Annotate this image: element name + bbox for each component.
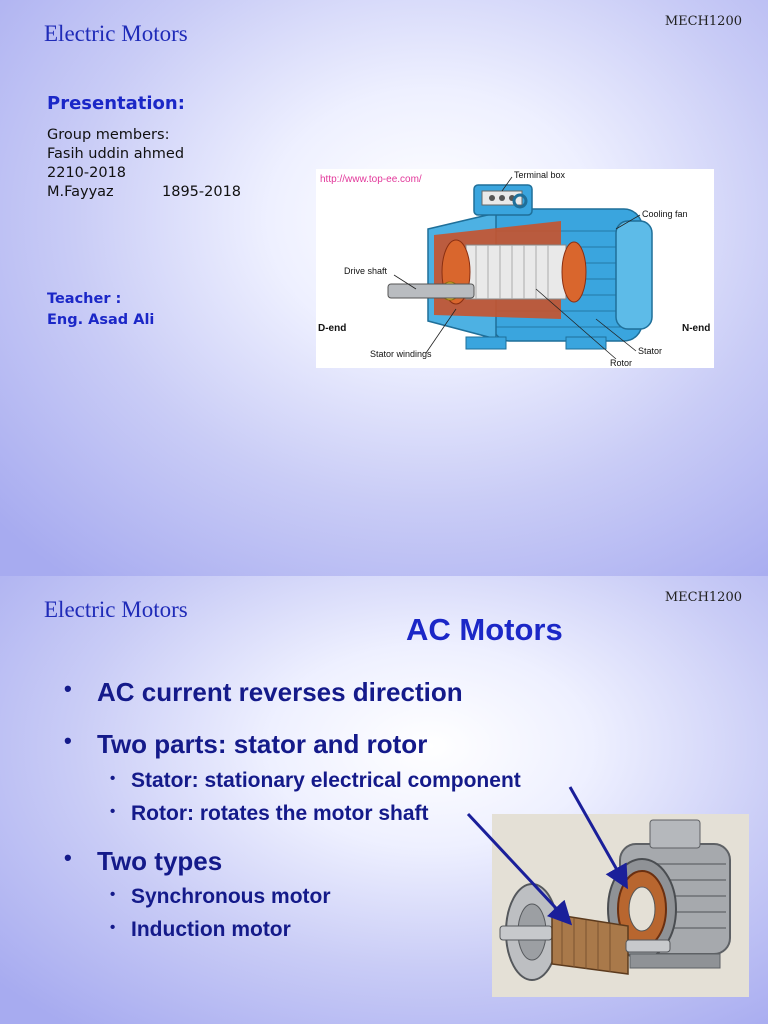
teacher-label: Teacher : xyxy=(47,291,122,307)
sub-bullet-induction xyxy=(110,918,291,942)
bullet-dot: • xyxy=(110,886,116,903)
bullet-dot: • xyxy=(64,676,72,701)
bullet-1-text: AC current reverses direction xyxy=(97,677,463,707)
bullet-dot: • xyxy=(110,770,116,787)
sub-bullet-rotor-text: Rotor: rotates the motor shaft xyxy=(131,802,429,825)
sub-bullet-synchronous xyxy=(110,885,331,909)
label-cooling-fan: Cooling fan xyxy=(642,209,688,219)
label-n-end: N-end xyxy=(682,323,711,334)
member-2-row xyxy=(47,183,241,202)
member-1-name: Fasih uddin ahmed xyxy=(47,146,185,162)
bullet-3 xyxy=(64,846,222,877)
bullet-dot: • xyxy=(64,845,72,870)
teacher-name: Eng. Asad Ali xyxy=(47,312,155,328)
member-2-id: 1895-2018 xyxy=(162,184,242,200)
label-rotor: Rotor xyxy=(610,358,633,368)
motor-cutaway-figure xyxy=(316,169,714,368)
header-title: Electric Motors xyxy=(44,21,188,46)
bullet-3-text: Two types xyxy=(97,846,223,876)
motor-parts-drawing xyxy=(492,814,749,997)
bullet-1 xyxy=(64,677,463,708)
group-members-label: Group members: xyxy=(47,127,170,143)
motor-body xyxy=(388,185,652,349)
teacher-info xyxy=(47,289,154,331)
motor-cutaway-drawing xyxy=(316,169,714,368)
label-terminal-box: Terminal box xyxy=(514,170,566,180)
bullet-2-text: Two parts: stator and rotor xyxy=(97,729,428,759)
bullet-dot: • xyxy=(110,803,116,820)
bullet-dot: • xyxy=(110,919,116,936)
figure-url: http://www.top-ee.com/ xyxy=(320,174,422,185)
label-stator-windings: Stator windings xyxy=(370,349,432,359)
sub-bullet-synchronous-text: Synchronous motor xyxy=(131,885,331,908)
bullet-2 xyxy=(64,729,427,760)
sub-bullet-stator xyxy=(110,769,521,793)
member-1-id: 2210-2018 xyxy=(47,165,127,181)
label-drive-shaft: Drive shaft xyxy=(344,266,388,276)
course-code: MECH1200 xyxy=(664,14,742,29)
slide-title: AC Motors xyxy=(406,612,563,647)
sub-bullet-rotor xyxy=(110,802,429,826)
sub-bullet-induction-text: Induction motor xyxy=(131,918,291,941)
member-2-name: M.Fayyaz xyxy=(47,184,114,200)
sub-bullet-stator-text: Stator: stationary electrical component xyxy=(131,769,521,792)
group-members xyxy=(47,126,241,202)
label-stator: Stator xyxy=(638,346,663,356)
bullet-dot: • xyxy=(64,728,72,753)
label-d-end: D-end xyxy=(318,323,347,334)
presentation-label: Presentation: xyxy=(47,93,185,114)
course-code: MECH1200 xyxy=(664,590,742,605)
motor-photo xyxy=(492,814,749,997)
slide-2 xyxy=(0,576,768,1024)
header-title: Electric Motors xyxy=(44,597,188,622)
